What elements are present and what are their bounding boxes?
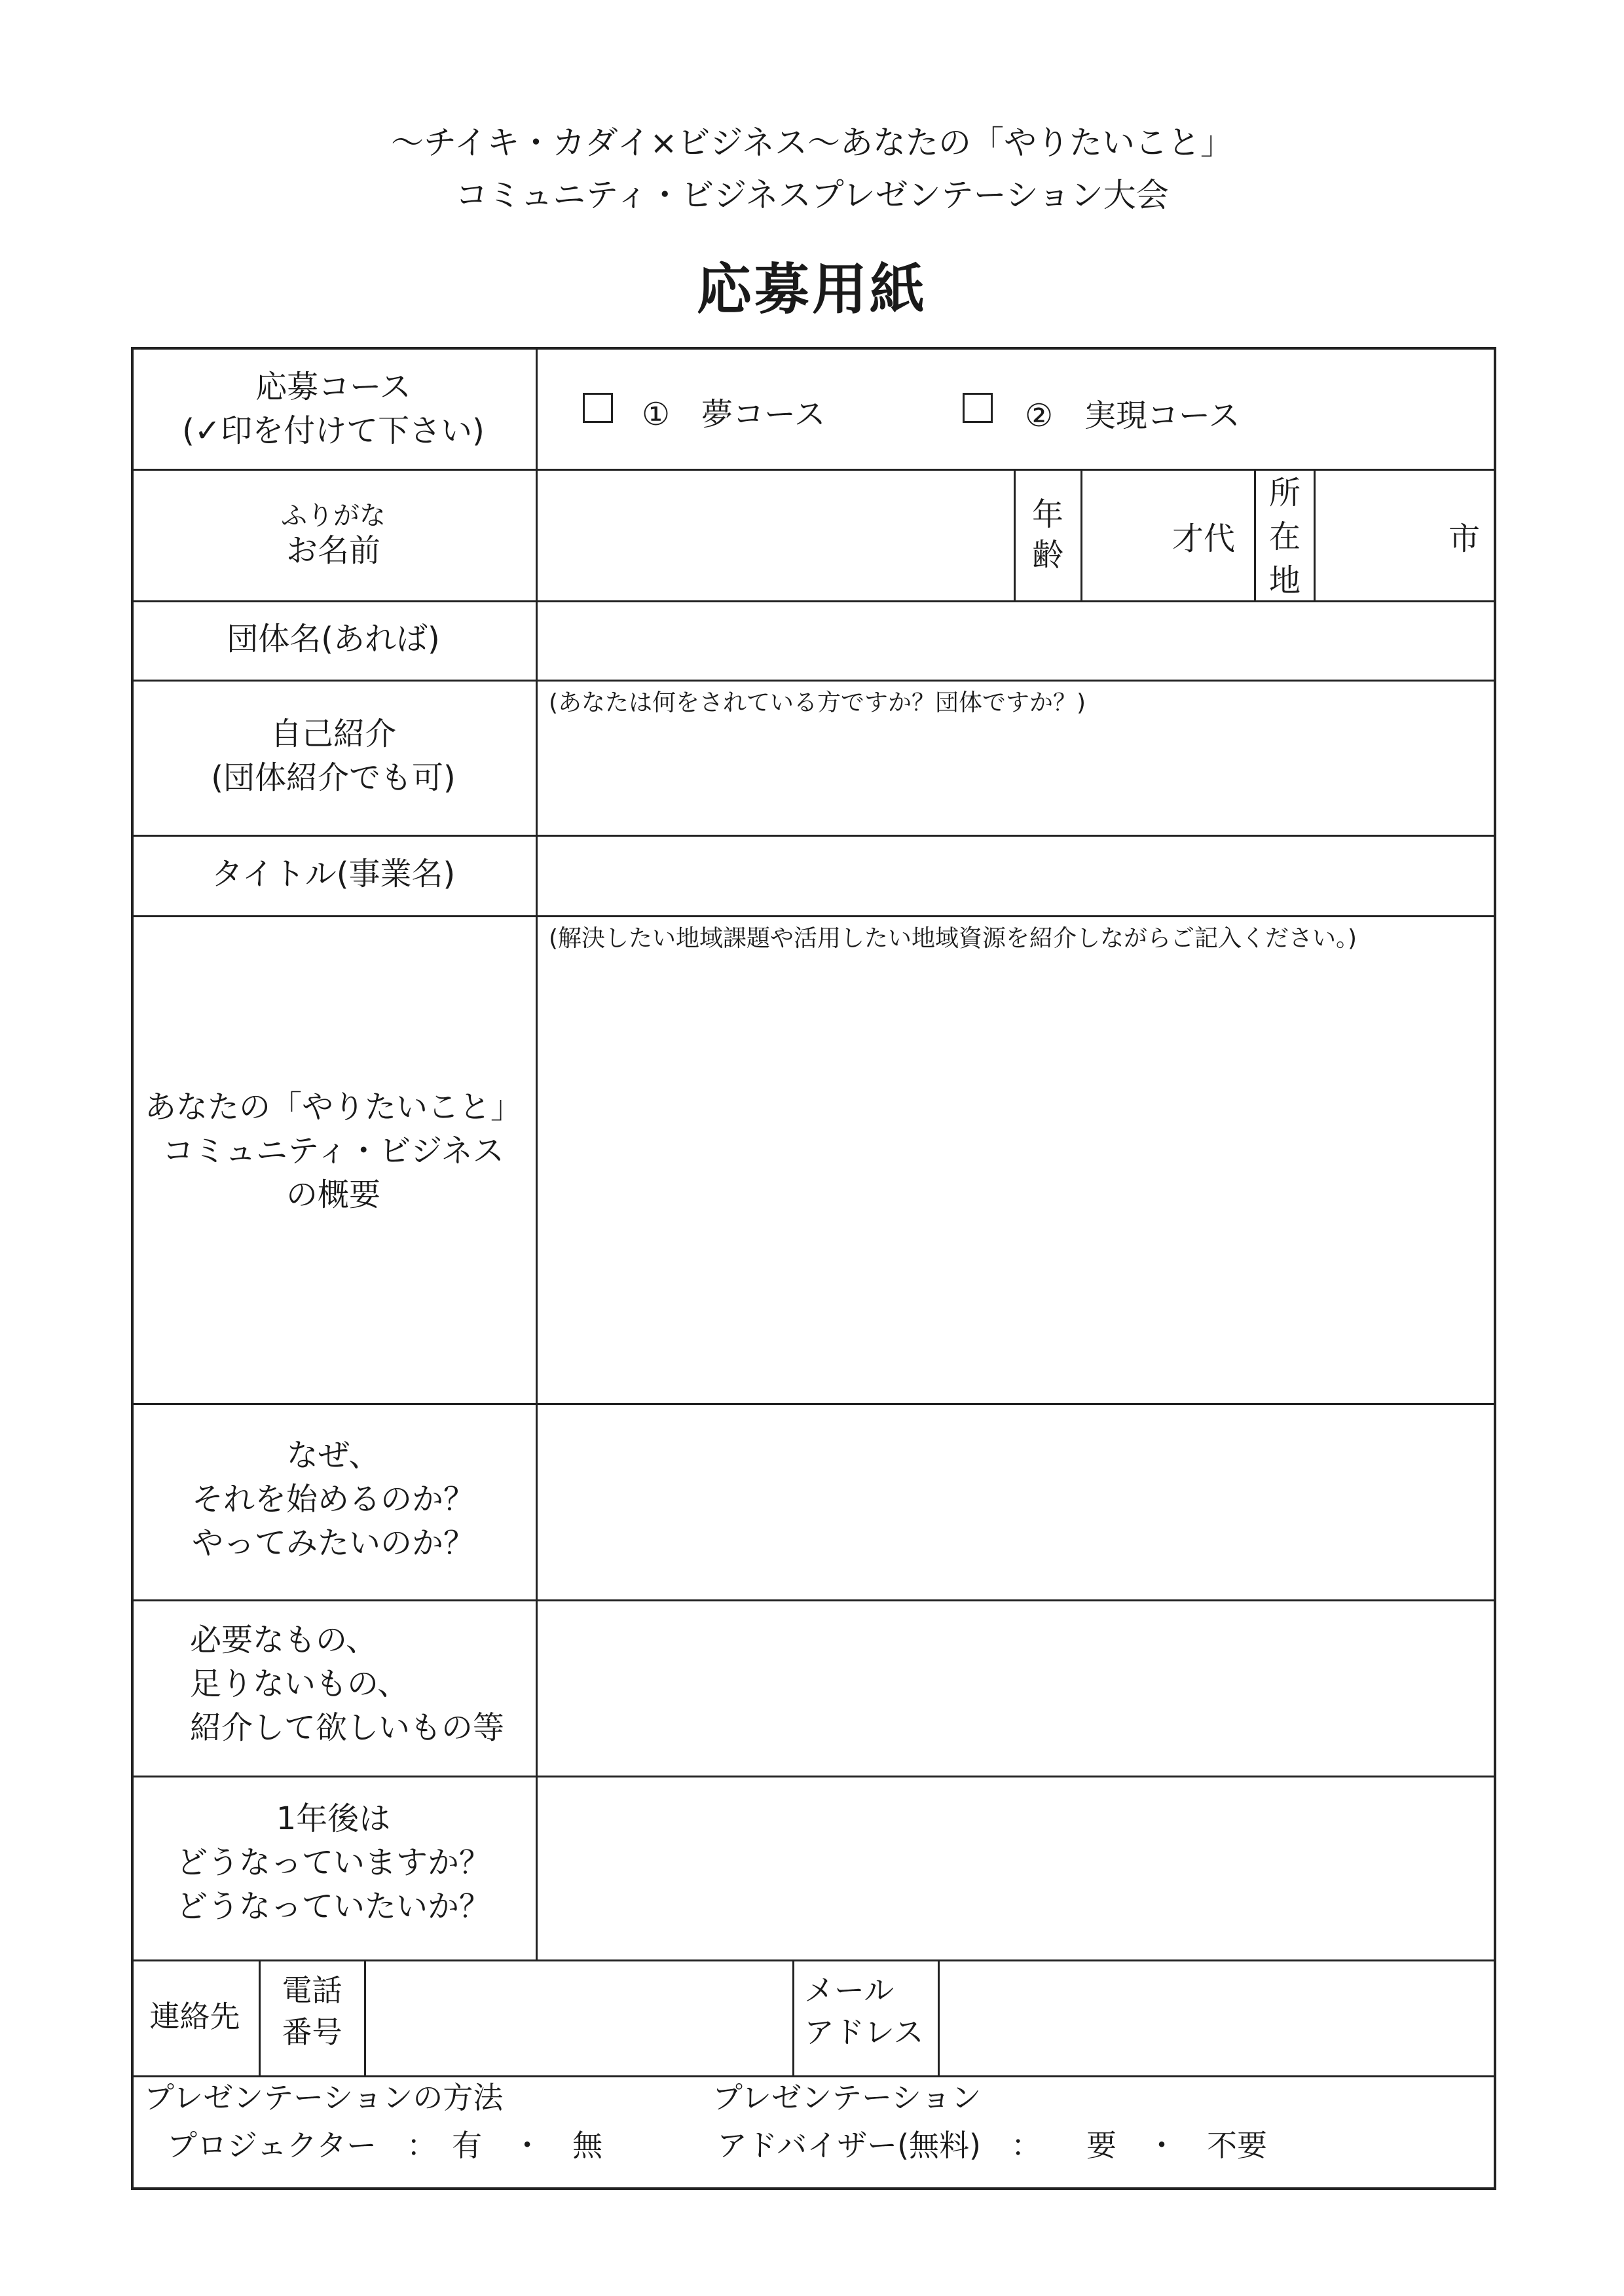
- group-name-label: 団体名(あれば): [227, 621, 440, 657]
- subtitle-line-2: コミュニティ・ビジネスプレゼンテーション大会: [455, 176, 1169, 214]
- divider: [536, 347, 538, 1959]
- city-unit: 市: [1449, 520, 1481, 557]
- future-input[interactable]: [538, 1778, 1494, 1958]
- divider: [131, 1959, 1496, 1961]
- age-label: 年 齢: [1031, 496, 1063, 574]
- furigana-label: ふりがな: [281, 501, 386, 531]
- email-label: メール アドレス: [804, 1973, 924, 2050]
- future-label: 1年後は どうなっていますか？ どうなっていたいか？: [175, 1800, 490, 1925]
- location-label: 所 在 地: [1268, 475, 1301, 600]
- email-input[interactable]: [940, 1962, 1494, 2074]
- divider: [364, 1959, 366, 2075]
- divider: [131, 469, 1496, 471]
- age-input[interactable]: [1083, 471, 1181, 599]
- subtitle-line-1: ～チイキ・カダイ×ビジネス～あなたの「やりたいこと」: [391, 124, 1233, 162]
- divider: [1314, 469, 1316, 600]
- why-input[interactable]: [538, 1406, 1494, 1598]
- contact-label: 連絡先: [149, 1999, 240, 2034]
- course-dream-label: ① 夢コース: [642, 396, 826, 433]
- self-intro-label: 自己紹介 (団体紹介でも可): [211, 716, 456, 797]
- phone-input[interactable]: [367, 1962, 791, 2074]
- course-label: 応募コース (✓印を付けて下さい): [182, 369, 485, 450]
- divider: [792, 1959, 794, 2075]
- location-input[interactable]: [1316, 471, 1447, 599]
- course-realize-checkbox[interactable]: [963, 393, 993, 423]
- name-label: お名前: [286, 532, 380, 569]
- divider: [131, 835, 1496, 837]
- name-input[interactable]: [538, 471, 1011, 599]
- course-realize-label: ② 実現コース: [1025, 397, 1240, 434]
- age-unit: 才代: [1172, 520, 1236, 557]
- divider: [131, 1599, 1496, 1601]
- overview-hint: (解決したい地域課題や活用したい地域資源を紹介しながらご記入ください。): [549, 925, 1357, 952]
- needs-label: 必要なもの、 足りないもの、 紹介して欲しいもの等: [190, 1622, 505, 1747]
- course-dream-checkbox[interactable]: [583, 393, 613, 423]
- overview-label: あなたの「やりたいこと」 コミュニティ・ビジネス の概要: [144, 1089, 522, 1214]
- divider: [131, 1776, 1496, 1777]
- why-label: なぜ、 それを始めるのか？ やってみたいのか？: [191, 1437, 475, 1562]
- needs-input[interactable]: [538, 1602, 1494, 1774]
- divider: [938, 1959, 940, 2075]
- group-name-input[interactable]: [538, 603, 1494, 678]
- self-intro-input[interactable]: [538, 717, 1494, 833]
- presentation-method-label: プレゼンテーションの方法: [144, 2080, 504, 2115]
- phone-label: 電話 番号: [282, 1973, 342, 2050]
- projector-option[interactable]: プロジェクター ： 有 ・ 無: [167, 2128, 603, 2163]
- self-intro-hint: (あなたは何をされている方ですか？団体ですか？): [549, 689, 1086, 716]
- advisor-label: プレゼンテーション: [712, 2080, 982, 2115]
- overview-input[interactable]: [538, 953, 1494, 1402]
- divider: [131, 680, 1496, 682]
- advisor-option[interactable]: アドバイザー(無料) ： 要 ・ 不要: [717, 2128, 1267, 2163]
- divider: [131, 915, 1496, 917]
- title-input[interactable]: [538, 837, 1494, 914]
- page-title: 応募用紙: [696, 257, 927, 321]
- title-label: タイトル(事業名): [211, 856, 456, 892]
- divider: [1080, 469, 1082, 600]
- divider: [131, 1403, 1496, 1405]
